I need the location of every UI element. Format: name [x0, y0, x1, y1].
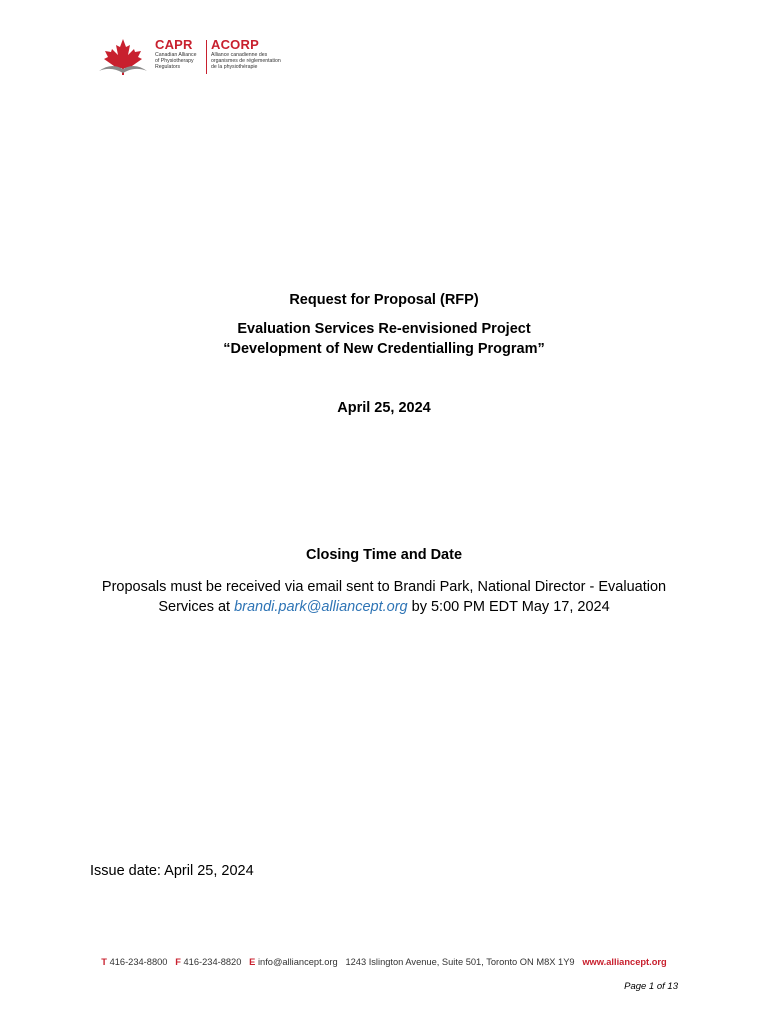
page-number: Page 1 of 13 [624, 981, 678, 992]
maple-leaf-icon [97, 38, 149, 76]
fax-key: F [175, 957, 181, 967]
acorp-wordmark: ACORP [211, 37, 259, 52]
capr-subtitle-line: Regulators [155, 64, 181, 70]
logo-divider [206, 40, 207, 74]
submission-email-link[interactable]: brandi.park@alliancept.org [234, 599, 408, 615]
acorp-subtitle-line: organismes de réglementation [211, 58, 281, 64]
document-date: April 25, 2024 [337, 400, 431, 416]
project-subtitle: “Development of New Credentialling Program” [223, 341, 545, 357]
fax-number: 416-234-8820 [183, 957, 242, 967]
footer-address: 1243 Islington Avenue, Suite 501, Toronto ON M8X 1Y9 [345, 957, 575, 967]
closing-text-before: Proposals must be received via email sent to Brandi Park, National Director - Evaluation Services at [101, 579, 667, 615]
website-link[interactable]: www.alliancept.org [582, 957, 667, 967]
capr-acorp-logo [97, 38, 297, 78]
footer-email[interactable]: info@alliancept.org [257, 957, 338, 967]
capr-subtitle [155, 52, 217, 70]
acorp-subtitle [211, 52, 281, 70]
capr-subtitle-line: of Physiotherapy [155, 58, 194, 64]
acorp-subtitle-line: Alliance canadienne des [211, 52, 268, 58]
project-name: Evaluation Services Re-envisioned Project [237, 321, 531, 337]
closing-text-after: by 5:00 PM EDT May 17, 2024 [407, 599, 610, 615]
page-footer [0, 957, 768, 967]
email-key: E [249, 957, 256, 967]
issue-date: Issue date: April 25, 2024 [90, 863, 254, 879]
acorp-subtitle-line: de la physiothérapie [211, 64, 258, 70]
phone-key: T [101, 957, 107, 967]
capr-block [155, 38, 217, 70]
capr-wordmark: CAPR [155, 37, 193, 52]
phone-number: 416-234-8800 [109, 957, 168, 967]
capr-subtitle-line: Canadian Alliance [155, 52, 197, 58]
acorp-block [211, 37, 281, 70]
document-title: Request for Proposal (RFP) [289, 292, 479, 308]
closing-paragraph [86, 577, 682, 617]
closing-heading: Closing Time and Date [305, 547, 463, 563]
